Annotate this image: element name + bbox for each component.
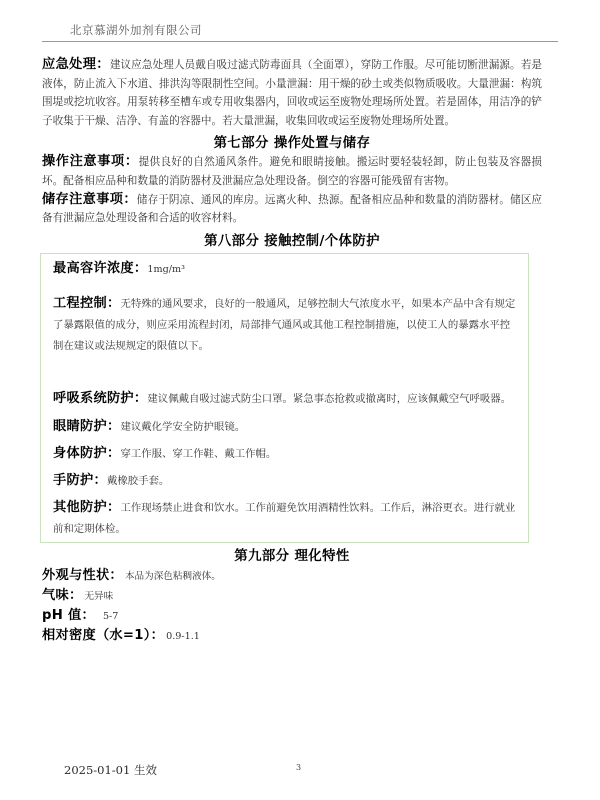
- table-row-spacer: [41, 358, 529, 384]
- table-cell-other-protection: [41, 493, 529, 542]
- odor-label: 气味：: [42, 587, 83, 603]
- handling-precautions-paragraph: [42, 153, 542, 190]
- hand-protection-label: 手防护：: [53, 472, 107, 488]
- ph-label: pH 值：: [42, 607, 95, 623]
- table-cell-engineering-control: [41, 289, 529, 359]
- appearance-line: [42, 566, 542, 586]
- emergency-response-text: 建议应急处理人员戴自吸过滤式防毒面具（全面罩），穿防工作服。尽可能切断泄漏源。若是液体，防止流入下水道、排洪沟等限制性空间。小量泄漏：用干燥的砂土或类似物质吸收。大量泄漏：构筑围堤或挖坑收容。用泵转移至槽车或专用收集器内，回收或运至废物处理场所处置。若是固体，用洁净的铲子收集于干燥、洁净、有盖的容器中。若大量泄漏，收集回收或运至废物处理场所处置。: [42, 59, 542, 127]
- body-protection-label: 身体防护：: [53, 445, 121, 461]
- handling-precautions-label: 操作注意事项：: [42, 154, 139, 170]
- engineering-control-value: 无特殊的通风要求，良好的一般通风，足够控制大气浓度水平，如果本产品中含有规定了暴露限值的成分，则应采用流程封闭，局部排气通风或其他工程控制措施，以使工人的暴露水平控制在建议或法规规定的限值以下。: [53, 297, 516, 353]
- section-title-part7: 第七部分 操作处置与储存: [213, 136, 371, 152]
- ph-line: [42, 606, 542, 626]
- engineering-control-label: 工程控制：: [53, 295, 121, 311]
- emergency-response-paragraph: [42, 56, 542, 130]
- respiratory-protection-value: 建议佩戴自吸过滤式防尘口罩。紧急事态抢救或撤离时，应该佩戴空气呼吸器。: [147, 393, 512, 406]
- other-protection-value: 工作现场禁止进食和饮水。工作前避免饮用酒精性饮料。工作后，淋浴更衣。进行就业前和定期体检。: [53, 502, 516, 536]
- section-title-part8: 第八部分 接触控制/个体防护: [204, 233, 380, 249]
- table-row: [41, 289, 529, 359]
- odor-value: 无异味: [84, 590, 114, 602]
- odor-line: [42, 586, 542, 606]
- table-row: [41, 439, 529, 466]
- table-row-spacer: [41, 279, 529, 289]
- storage-precautions-label: 储存注意事项：: [42, 191, 137, 207]
- table-row: [41, 466, 529, 493]
- exposure-control-table: [40, 253, 529, 543]
- eye-protection-label: 眼睛防护：: [53, 418, 121, 434]
- handling-precautions-text: 提供良好的自然通风条件。避免和眼睛接触。搬运时要轻装轻卸，防止包装及容器损坏。配备相应品种和数量的消防器材及泄漏应急处理设备。倒空的容器可能残留有害物。: [42, 156, 542, 187]
- max-allowable-concentration-label: 最高容许浓度：: [53, 260, 148, 276]
- respiratory-protection-label: 呼吸系统防护：: [53, 391, 148, 407]
- table-row: [41, 253, 529, 279]
- appearance-value: 本品为深色粘稠液体。: [124, 570, 221, 582]
- table-cell-max-concentration: [41, 253, 529, 279]
- table-cell-respiratory-protection: [41, 384, 529, 411]
- header-divider: [42, 41, 558, 42]
- other-protection-label: 其他防护：: [53, 500, 121, 516]
- page-footer: [64, 762, 544, 778]
- footer-inner: [64, 762, 544, 778]
- relative-density-line: [42, 626, 542, 646]
- relative-density-value: 0.9-1.1: [166, 630, 200, 642]
- spacer-cell: [41, 279, 529, 289]
- footer-effective-date: 2025-01-01 生效: [64, 763, 157, 777]
- ph-value: 5-7: [102, 610, 119, 622]
- relative-density-label: 相对密度（水=1）：: [42, 627, 165, 643]
- hand-protection-value: 戴橡胶手套。: [106, 474, 170, 487]
- emergency-response-label: 应急处理：: [42, 57, 110, 72]
- table-cell-body-protection: [41, 439, 529, 466]
- footer-page-number: 3: [296, 763, 302, 772]
- eye-protection-value: 建议戴化学安全防护眼镜。: [120, 420, 246, 433]
- page-header: [42, 22, 558, 42]
- section-title-part9: 第九部分 理化特性: [234, 548, 350, 564]
- table-row: [41, 493, 529, 542]
- max-allowable-concentration-value: 1mg/m³: [147, 263, 185, 275]
- body-protection-value: 穿工作服、穿工作鞋、戴工作帽。: [120, 447, 277, 460]
- table-cell-eye-protection: [41, 412, 529, 439]
- header-company-name: 北京慕湖外加剂有限公司: [70, 23, 202, 37]
- storage-precautions-paragraph: [42, 191, 542, 228]
- table-cell-hand-protection: [41, 466, 529, 493]
- appearance-label: 外观与性状：: [42, 567, 123, 583]
- table-row: [41, 412, 529, 439]
- storage-precautions-text: 储存于阴凉、通风的库房。远离火种、热源。配备相应品种和数量的消防器材。储区应备有泄漏应急处理设备和合适的收容材料。: [42, 193, 543, 225]
- table-row: [41, 384, 529, 411]
- spacer-cell: [41, 358, 529, 384]
- document-content: [42, 56, 542, 646]
